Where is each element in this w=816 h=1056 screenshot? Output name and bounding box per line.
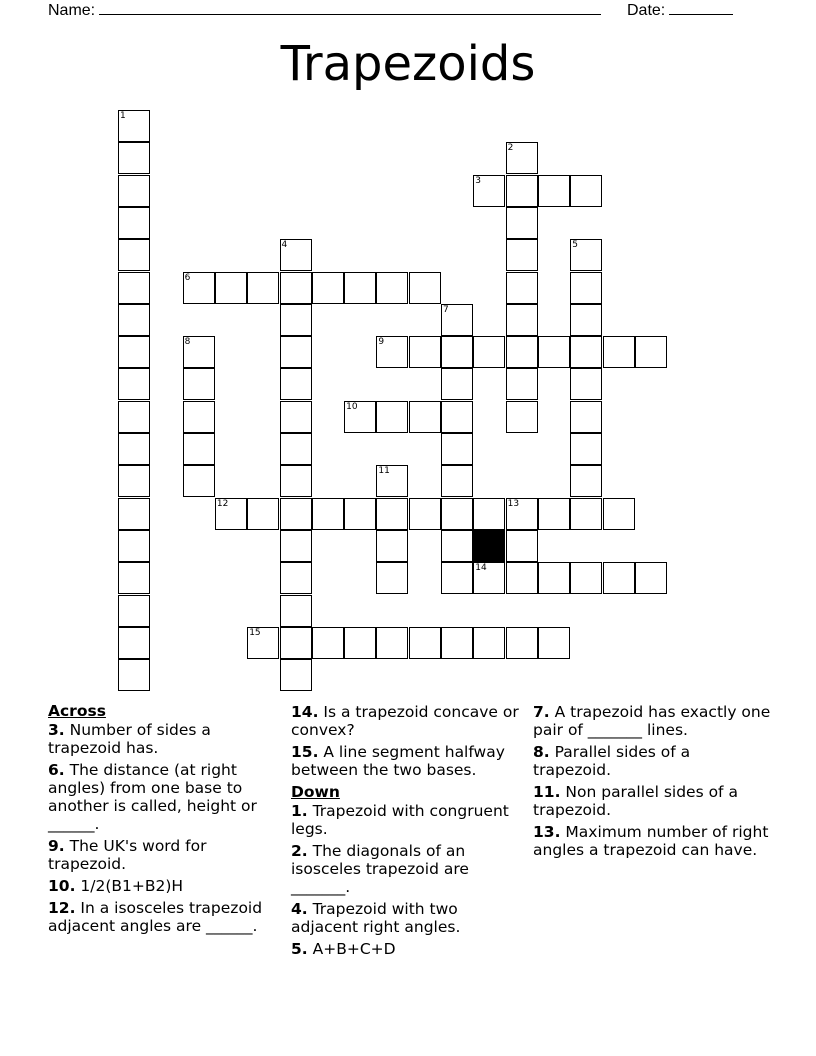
grid-cell[interactable] xyxy=(376,336,408,368)
clue-across-6 xyxy=(48,761,278,833)
clue-text: The distance (at right angles) from one base to another is called, height or ______. xyxy=(48,761,257,833)
grid-cell[interactable] xyxy=(118,175,150,207)
clue-number: 6. xyxy=(48,761,65,779)
grid-cell[interactable] xyxy=(570,562,602,594)
cell-number: 14 xyxy=(475,563,487,574)
grid-cell[interactable] xyxy=(506,627,538,659)
cell-number: 9 xyxy=(378,337,385,348)
grid-cell[interactable] xyxy=(538,498,570,530)
clue-number: 13. xyxy=(533,823,561,841)
clue-number: 3. xyxy=(48,721,65,739)
clue-down-5 xyxy=(291,940,526,958)
grid-cell[interactable] xyxy=(312,627,344,659)
grid-cell[interactable] xyxy=(344,272,376,304)
date-label: Date: xyxy=(627,2,666,19)
page-title: Trapezoids xyxy=(280,36,536,92)
grid-cell[interactable] xyxy=(570,368,602,400)
clue-text: A line segment halfway between the two bases. xyxy=(291,743,505,779)
clues-column-3 xyxy=(533,700,773,863)
grid-cell[interactable] xyxy=(506,530,538,562)
grid-cell[interactable] xyxy=(280,595,312,627)
grid-cell[interactable] xyxy=(376,627,408,659)
clue-down-13 xyxy=(533,823,773,859)
grid-cell[interactable] xyxy=(183,465,215,497)
cell-number: 12 xyxy=(216,498,229,509)
grid-cell[interactable] xyxy=(570,433,602,465)
grid-cell[interactable] xyxy=(506,562,538,594)
grid-cell[interactable] xyxy=(247,272,279,304)
grid-cell[interactable] xyxy=(312,272,344,304)
clue-down-11 xyxy=(533,783,773,819)
grid-cell[interactable] xyxy=(118,433,150,465)
clues-column-1 xyxy=(48,700,278,939)
grid-cell[interactable] xyxy=(344,498,376,530)
grid-cell[interactable] xyxy=(538,562,570,594)
grid-cell[interactable] xyxy=(409,272,441,304)
grid-cell[interactable] xyxy=(473,175,505,207)
grid-cell[interactable] xyxy=(118,562,150,594)
cell-number: 2 xyxy=(507,143,514,154)
grid-cell[interactable] xyxy=(280,336,312,368)
grid-cell[interactable] xyxy=(473,336,505,368)
grid-cell[interactable] xyxy=(215,272,247,304)
cell-number: 8 xyxy=(184,337,191,348)
grid-cell[interactable] xyxy=(183,433,215,465)
grid-cell[interactable] xyxy=(603,336,635,368)
clue-text: In a isosceles trapezoid adjacent angles are ______. xyxy=(48,899,263,935)
grid-cell[interactable] xyxy=(376,401,408,433)
grid-cell[interactable] xyxy=(280,627,312,659)
grid-cell[interactable] xyxy=(118,207,150,239)
grid-cell[interactable] xyxy=(441,401,473,433)
grid-cell[interactable] xyxy=(441,498,473,530)
grid-cell[interactable] xyxy=(376,465,408,497)
grid-cell[interactable] xyxy=(506,142,538,174)
grid-cell[interactable] xyxy=(280,272,312,304)
grid-cell[interactable] xyxy=(247,498,279,530)
grid-cell[interactable] xyxy=(118,498,150,530)
grid-cell[interactable] xyxy=(247,627,279,659)
cell-number: 10 xyxy=(346,401,358,412)
grid-cell[interactable] xyxy=(635,336,667,368)
grid-cell[interactable] xyxy=(376,562,408,594)
grid-cell[interactable] xyxy=(570,304,602,336)
grid-cell[interactable] xyxy=(506,401,538,433)
grid-cell[interactable] xyxy=(441,433,473,465)
grid-cell[interactable] xyxy=(376,530,408,562)
grid-cell[interactable] xyxy=(441,562,473,594)
clue-down-7 xyxy=(533,703,773,739)
grid-cell[interactable] xyxy=(441,368,473,400)
cell-number: 15 xyxy=(249,627,261,638)
grid-cell[interactable] xyxy=(603,498,635,530)
clue-number: 1. xyxy=(291,802,308,820)
clue-number: 5. xyxy=(291,940,308,958)
grid-cell[interactable] xyxy=(376,272,408,304)
clue-across-10 xyxy=(48,877,278,895)
grid-cell[interactable] xyxy=(441,304,473,336)
grid-cell[interactable] xyxy=(376,498,408,530)
clue-text: Parallel sides of a trapezoid. xyxy=(533,743,691,779)
grid-cell[interactable] xyxy=(280,304,312,336)
clue-text: Non parallel sides of a trapezoid. xyxy=(533,783,738,819)
cell-number: 13 xyxy=(507,498,520,509)
cell-number: 5 xyxy=(572,240,578,251)
grid-cell[interactable] xyxy=(118,336,150,368)
clue-text: A trapezoid has exactly one pair of _______ lines. xyxy=(533,703,771,739)
grid-cell[interactable] xyxy=(280,530,312,562)
grid-cell[interactable] xyxy=(280,465,312,497)
grid-cell[interactable] xyxy=(441,627,473,659)
clue-down-2 xyxy=(291,842,526,896)
cell-number: 6 xyxy=(184,272,191,283)
grid-cell[interactable] xyxy=(506,207,538,239)
clue-text: The UK's word for trapezoid. xyxy=(48,837,207,873)
grid-cell[interactable] xyxy=(538,175,570,207)
clue-across-15 xyxy=(291,743,526,779)
clue-text: Maximum number of right angles a trapezoid can have. xyxy=(533,823,769,859)
cell-number: 3 xyxy=(475,175,482,186)
grid-cell[interactable] xyxy=(570,175,602,207)
grid-cell[interactable] xyxy=(280,562,312,594)
grid-cell[interactable] xyxy=(118,142,150,174)
clue-number: 4. xyxy=(291,900,308,918)
clue-number: 11. xyxy=(533,783,561,801)
clue-across-9 xyxy=(48,837,278,873)
clue-number: 15. xyxy=(291,743,319,761)
grid-cell[interactable] xyxy=(118,304,150,336)
grid-cell[interactable] xyxy=(538,627,570,659)
grid-cell[interactable] xyxy=(118,595,150,627)
grid-cell[interactable] xyxy=(312,498,344,530)
clue-number: 7. xyxy=(533,703,550,721)
cell-number: 1 xyxy=(120,111,126,121)
grid-cell[interactable] xyxy=(280,433,312,465)
grid-cell[interactable] xyxy=(183,368,215,400)
grid-cell[interactable] xyxy=(441,465,473,497)
clue-number: 9. xyxy=(48,837,65,855)
clue-down-4 xyxy=(291,900,526,936)
grid-cell[interactable] xyxy=(280,498,312,530)
grid-cell[interactable] xyxy=(506,368,538,400)
grid-cell[interactable] xyxy=(183,401,215,433)
grid-cell[interactable] xyxy=(441,336,473,368)
grid-cell[interactable] xyxy=(570,498,602,530)
grid-cell[interactable] xyxy=(118,401,150,433)
grid-cell[interactable] xyxy=(473,562,505,594)
grid-cell[interactable] xyxy=(118,239,150,271)
clue-text: Trapezoid with two adjacent right angles. xyxy=(291,900,461,936)
clue-across-14 xyxy=(291,703,526,739)
clue-number: 2. xyxy=(291,842,308,860)
cell-number: 7 xyxy=(443,304,449,315)
grid-cell[interactable] xyxy=(409,336,441,368)
grid-cell[interactable] xyxy=(570,465,602,497)
clue-down-8 xyxy=(533,743,773,779)
clue-text: A+B+C+D xyxy=(307,940,396,958)
grid-cell[interactable] xyxy=(441,530,473,562)
grid-cell[interactable] xyxy=(506,498,538,530)
grid-cell[interactable] xyxy=(215,498,247,530)
grid-cell[interactable] xyxy=(183,336,215,368)
cell-number: 4 xyxy=(281,240,288,251)
grid-cell[interactable] xyxy=(118,465,150,497)
clue-number: 12. xyxy=(48,899,76,917)
grid-cell[interactable] xyxy=(183,272,215,304)
across-heading: Across xyxy=(48,702,106,720)
grid-cell[interactable] xyxy=(280,368,312,400)
grid-cell[interactable] xyxy=(603,562,635,594)
grid-cell[interactable] xyxy=(506,272,538,304)
grid-cell[interactable] xyxy=(635,562,667,594)
grid-cell[interactable] xyxy=(344,401,376,433)
grid-cell[interactable] xyxy=(570,336,602,368)
grid-cell[interactable] xyxy=(409,401,441,433)
clue-text: Is a trapezoid concave or convex? xyxy=(291,703,519,739)
grid-cell[interactable] xyxy=(280,659,312,691)
clue-number: 14. xyxy=(291,703,319,721)
grid-cell[interactable] xyxy=(506,336,538,368)
grid-cell[interactable] xyxy=(409,627,441,659)
clue-text: 1/2(B1+B2)H xyxy=(75,877,184,895)
grid-cell[interactable] xyxy=(506,175,538,207)
grid-cell[interactable] xyxy=(118,530,150,562)
grid-cell[interactable] xyxy=(506,304,538,336)
grid-cell[interactable] xyxy=(473,627,505,659)
grid-cell[interactable] xyxy=(280,239,312,271)
clue-text: Trapezoid with congruent legs. xyxy=(291,802,509,838)
clue-across-12 xyxy=(48,899,278,935)
clue-number: 10. xyxy=(48,877,76,895)
grid-cell[interactable] xyxy=(280,401,312,433)
grid-cell[interactable] xyxy=(570,401,602,433)
grid-cell[interactable] xyxy=(570,272,602,304)
grid-cell[interactable] xyxy=(538,336,570,368)
down-heading: Down xyxy=(291,783,340,801)
grid-cell[interactable] xyxy=(506,239,538,271)
clue-across-3 xyxy=(48,721,278,757)
clue-text: Number of sides a trapezoid has. xyxy=(48,721,211,757)
clue-text: The diagonals of an isosceles trapezoid are _______. xyxy=(291,842,469,896)
grid-cell[interactable] xyxy=(409,498,441,530)
name-label: Name: xyxy=(48,2,96,19)
grid-cell[interactable] xyxy=(570,239,602,271)
grid-cell[interactable] xyxy=(118,110,150,142)
cell-number: 11 xyxy=(378,466,390,477)
clue-down-1 xyxy=(291,802,526,838)
grid-cell[interactable] xyxy=(473,498,505,530)
clue-number: 8. xyxy=(533,743,550,761)
black-cell xyxy=(473,530,505,562)
grid-cell[interactable] xyxy=(118,272,150,304)
grid-cell[interactable] xyxy=(118,659,150,691)
grid-cell[interactable] xyxy=(118,627,150,659)
grid-cell[interactable] xyxy=(118,368,150,400)
grid-cell[interactable] xyxy=(344,627,376,659)
clues-column-2 xyxy=(291,700,526,962)
